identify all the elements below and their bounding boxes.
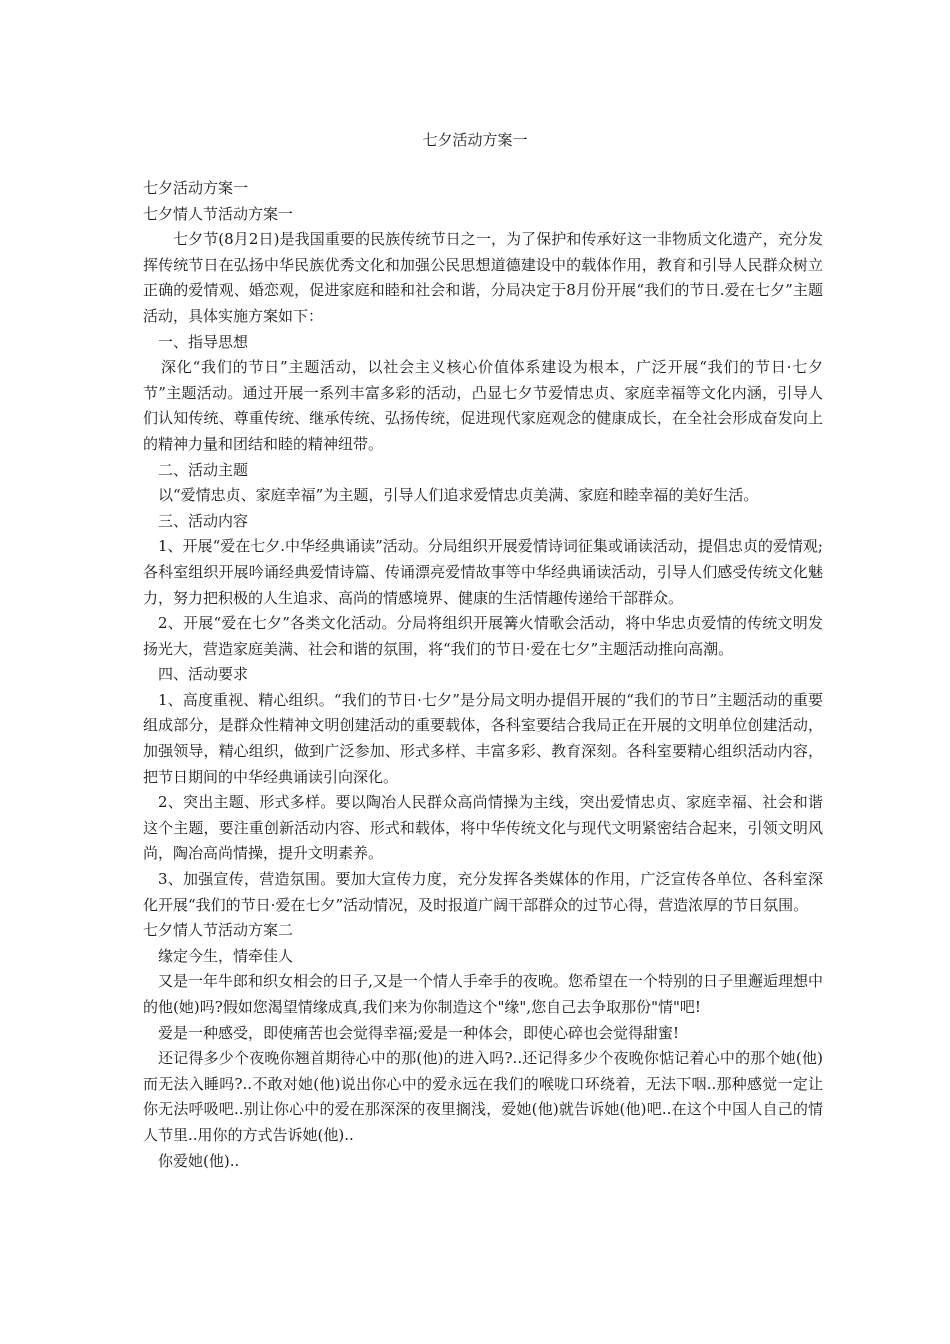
- paragraph: 爱是一种感受，即使痛苦也会觉得幸福;爱是一种体会，即使心碎也会觉得甜蜜!: [158, 1023, 680, 1042]
- paragraph: 以“爱情忠贞、家庭幸福”为主题，引导人们追求爱情忠贞美满、家庭和睦幸福的美好生活。: [158, 486, 759, 505]
- paragraph: 三、活动内容: [158, 511, 249, 530]
- document-title: 七夕活动方案一: [422, 131, 528, 149]
- paragraph: 七夕活动方案一: [143, 179, 249, 197]
- paragraph: 2、突出主题、形式多样。要以陶冶人民群众高尚情操为主线，突出爱情忠贞、家庭幸福、社会和谐这个主题，要注重创新活动内容、形式和载体，将中华传统文化与现代文明紧密结合起来，引领文明风尚，陶冶高尚情操，提升文明素养。: [143, 793, 823, 863]
- document-body: [143, 176, 823, 1174]
- paragraph: 缘定今生，情牵佳人: [158, 946, 294, 965]
- paragraph: 二、活动主题: [158, 460, 249, 479]
- paragraph: 你爱她(他)..: [158, 1151, 240, 1170]
- paragraph: 一、指导思想: [158, 332, 249, 351]
- paragraph: 1、开展“爱在七夕.中华经典诵读”活动。分局组织开展爱情诗词征集或诵读活动，提倡忠贞的爱情观;各科室组织开展吟诵经典爱情诗篇、传诵漂亮爱情故事等中华经典诵读活动，引导人们感受传统文化魅力，努力把积极的人生追求、高尚的情感境界、健康的生活情趣传递给干部群众。: [143, 537, 823, 607]
- paragraph: 3、加强宣传，营造氛围。要加大宣传力度，充分发挥各类媒体的作用，广泛宣传各单位、各科室深化开展“我们的节日·爱在七夕”活动情况，及时报道广阔干部群众的过节心得，营造浓厚的节日氛围。: [143, 870, 823, 914]
- paragraph: 又是一年牛郎和织女相会的日子,又是一个情人手牵手的夜晚。您希望在一个特别的日子里邂逅理想中的他(她)吗?假如您渴望情缘成真,我们来为你制造这个"缘",您自己去争取那份"情"吧!: [143, 972, 823, 1016]
- paragraph: 四、活动要求: [158, 665, 249, 684]
- paragraph: 七夕情人节活动方案一: [143, 204, 294, 223]
- paragraph: 七夕情人节活动方案二: [143, 921, 294, 940]
- paragraph: 还记得多少个夜晚你翘首期待心中的那(他)的进入吗?..还记得多少个夜晚你惦记着心中的那个她(他)而无法入睡吗?..不敢对她(他)说出你心中的爱永远在我们的喉咙口环绕着，无法下咽..那种感觉一定让你无法呼吸吧..别让你心中的爱在那深深的夜里搁浅，爱她(他)就告诉她(他)吧..在这个中国人自己的情人节里..用你的方式告诉她(他)..: [143, 1049, 823, 1144]
- paragraph: 2、开展“爱在七夕”各类文化活动。分局将组织开展篝火情歌会活动，将中华忠贞爱情的传统文明发扬光大，营造家庭美满、社会和谐的氛围，将“我们的节日·爱在七夕”主题活动推向高潮。: [143, 614, 823, 658]
- paragraph: 七夕节(8月2日)是我国重要的民族传统节日之一，为了保护和传承好这一非物质文化遗产，充分发挥传统节日在弘扬中华民族优秀文化和加强公民思想道德建设中的载体作用，教育和引导人民群众树立正确的爱情观、婚恋观，促进家庭和睦和社会和谐，分局决定于8月份开展“我们的节日.爱在七夕”主题活动，具体实施方案如下：: [143, 230, 823, 325]
- paragraph: 深化“我们的节日”主题活动，以社会主义核心价值体系建设为根本，广泛开展“我们的节日·七夕节”主题活动。通过开展一系列丰富多彩的活动，凸显七夕节爱情忠贞、家庭幸福等文化内涵，引导人们认知传统、尊重传统、继承传统、弘扬传统，促进现代家庭观念的健康成长，在全社会形成奋发向上的精神力量和团结和睦的精神纽带。: [143, 358, 823, 453]
- paragraph: 1、高度重视、精心组织。“我们的节日·七夕”是分局文明办提倡开展的“我们的节日”主题活动的重要组成部分，是群众性精神文明创建活动的重要载体，各科室要结合我局正在开展的文明单位创建活动，加强领导，精心组织，做到广泛参加、形式多样、丰富多彩、教育深刻。各科室要精心组织活动内容，把节日期间的中华经典诵读引向深化。: [143, 690, 823, 786]
